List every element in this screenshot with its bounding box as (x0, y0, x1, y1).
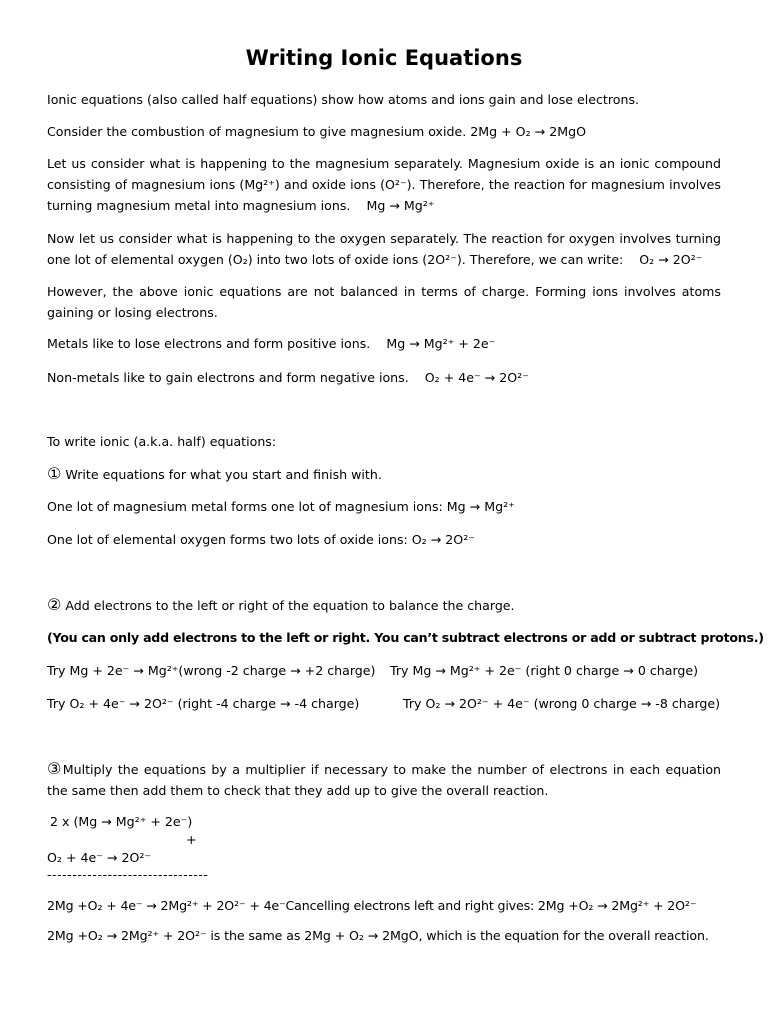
step1-marker: ① (47, 464, 62, 483)
metals-equation: Mg → Mg²⁺ + 2e⁻ (386, 336, 496, 351)
intro-paragraph: Ionic equations (also called half equations) show how atoms and ions gain and lose electrons. (47, 92, 640, 107)
step2-line (47, 594, 721, 616)
oxygen-paragraph-text: Now let us consider what is happening to the oxygen separately. The reaction for oxygen involves turning one lot of elemental oxygen (O₂) into two lots of oxide ions (2O²⁻). Therefore, we can write: (47, 231, 721, 267)
combustion-paragraph: Consider the combustion of magnesium to give magnesium oxide. 2Mg + O₂ → 2MgO (47, 124, 586, 139)
magnesium-equation: Mg → Mg²⁺ (366, 198, 435, 213)
step2-marker: ② (47, 595, 62, 614)
step1-magnesium: One lot of magnesium metal forms one lot of magnesium ions: Mg → Mg²⁺ (47, 499, 515, 514)
step1-oxygen: One lot of elemental oxygen forms two lots of oxide ions: O₂ → 2O²⁻ (47, 532, 475, 547)
step3-marker: ③ (47, 759, 63, 778)
final-line: 2Mg +O₂ → 2Mg²⁺ + 2O²⁻ is the same as 2Mg + O₂ → 2MgO, which is the equation for the overall reaction. (47, 928, 709, 943)
working-line-1: 2 x (Mg → Mg²⁺ + 2e⁻) (50, 814, 193, 829)
try-mg-wrong: Try Mg + 2e⁻ → Mg²⁺(wrong -2 charge → +2 charge) (47, 663, 376, 678)
working-line-2: O₂ + 4e⁻ → 2O²⁻ (47, 850, 152, 865)
metals-line (47, 333, 721, 354)
try-o-right: Try O₂ + 4e⁻ → 2O²⁻ (right -4 charge → -4 charge) (47, 696, 360, 711)
howto-heading: To write ionic (a.k.a. half) equations: (47, 434, 277, 449)
try-o-wrong: Try O₂ → 2O²⁻ + 4e⁻ (wrong 0 charge → -8 charge) (403, 696, 721, 711)
try-mg-right: Try Mg → Mg²⁺ + 2e⁻ (right 0 charge → 0 charge) (390, 663, 699, 678)
nonmetals-equation: O₂ + 4e⁻ → 2O²⁻ (424, 370, 529, 385)
working-plus: + (186, 832, 197, 847)
step2-text: Add electrons to the left or right of the equation to balance the charge. (65, 598, 515, 613)
balance-paragraph: However, the above ionic equations are not balanced in terms of charge. Forming ions involves atoms gaining or losing electrons. (47, 284, 721, 320)
nonmetals-text: Non-metals like to gain electrons and form negative ions. (47, 370, 409, 385)
step2-note: (You can only add electrons to the left or right. You can’t subtract electrons or add or subtract protons.) (47, 630, 764, 645)
magnesium-paragraph-text: Let us consider what is happening to the magnesium separately. Magnesium oxide is an ionic compound consisting of magnesium ions (Mg²⁺) and oxide ions (O²⁻). Therefore, the reaction for magnesium involves turning magnesium metal into magnesium ions. (47, 156, 721, 213)
step3-text: Multiply the equations by a multiplier if necessary to make the number of electrons in each equation the same then add them to check that they add up to give the overall reaction. (47, 762, 722, 798)
oxygen-paragraph (47, 228, 721, 270)
step1-text: Write equations for what you start and finish with. (65, 467, 382, 482)
working-sum: 2Mg +O₂ + 4e⁻ → 2Mg²⁺ + 2O²⁻ + 4e⁻Cancelling electrons left and right gives: 2Mg +O₂ → 2Mg²⁺ + 2O²⁻ (47, 898, 697, 913)
page-title: Writing Ionic Equations (245, 46, 523, 70)
metals-text: Metals like to lose electrons and form positive ions. (47, 336, 371, 351)
step3-paragraph (47, 758, 721, 801)
working-rule: -------------------------------- (47, 867, 209, 882)
nonmetals-line (47, 367, 721, 388)
step1-line (47, 463, 721, 485)
magnesium-paragraph (47, 153, 721, 216)
oxygen-equation: O₂ → 2O²⁻ (639, 252, 703, 267)
